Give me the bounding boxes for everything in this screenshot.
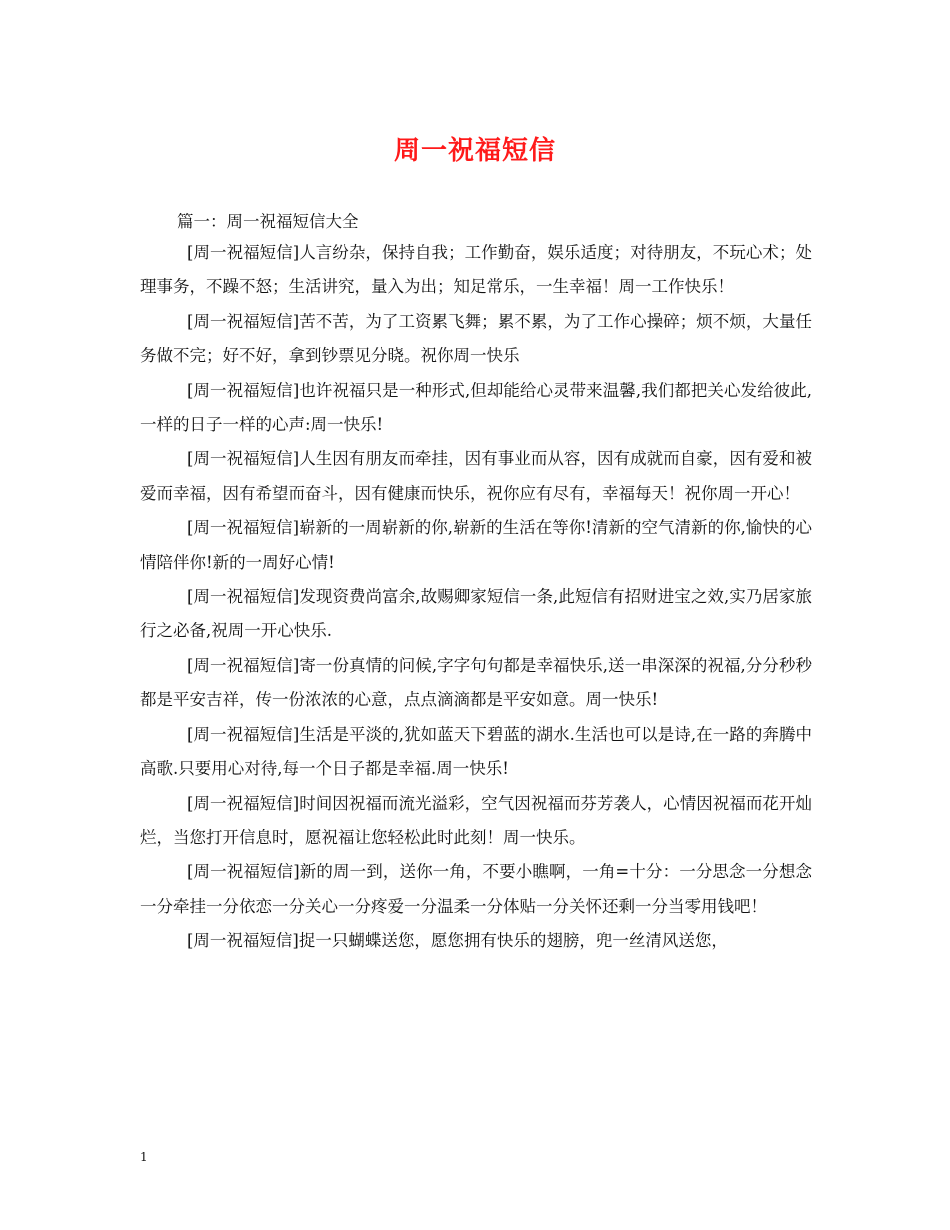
section-heading: 篇一：周一祝福短信大全 (177, 212, 359, 231)
paragraph: [周一祝福短信]寄一份真情的问候,字字句句都是幸福快乐,送一串深深的祝福,分分秒秒都是平安吉祥，传一份浓浓的心意，点点滴滴都是平安如意。周一快乐! (140, 655, 812, 710)
paragraph: [周一祝福短信]生活是平淡的,犹如蓝天下碧蓝的湖水.生活也可以是诗,在一路的奔腾中高歌.只要用心对待,每一个日子都是幸福.周一快乐! (140, 724, 812, 779)
document-body (140, 236, 812, 959)
paragraph: [周一祝福短信]捉一只蝴蝶送您，愿您拥有快乐的翅膀，兜一丝清风送您， (187, 931, 728, 951)
paragraph: [周一祝福短信]人生因有朋友而牵挂，因有事业而从容，因有成就而自豪，因有爱和被爱而幸福，因有希望而奋斗，因有健康而快乐，祝你应有尽有，幸福每天！祝你周一开心！ (140, 449, 812, 503)
paragraph: [周一祝福短信]新的周一到，送你一角，不要小瞧啊，一角=十分：一分思念一分想念一分牵挂一分依恋一分关心一分疼爱一分温柔一分体贴一分关怀还剩一分当零用钱吧！ (140, 862, 812, 916)
document-title: 周一祝福短信 (393, 136, 556, 166)
paragraph: [周一祝福短信]崭新的一周崭新的你,崭新的生活在等你!清新的空气清新的你,愉快的心情陪伴你!新的一周好心情! (140, 518, 812, 572)
paragraph: [周一祝福短信]发现资费尚富余,故赐卿家短信一条,此短信有招财进宝之效,实乃居家旅行之必备,祝周一开心快乐. (140, 587, 812, 641)
paragraph: [周一祝福短信]苦不苦，为了工资累飞舞；累不累，为了工作心操碎；烦不烦，大量任务做不完；好不好，拿到钞票见分晓。祝你周一快乐 (140, 311, 812, 366)
paragraph: [周一祝福短信]人言纷杂，保持自我；工作勤奋，娱乐适度；对待朋友，不玩心术；处理事务，不躁不怒；生活讲究，量入为出；知足常乐，一生幸福！周一工作快乐！ (140, 243, 812, 297)
paragraph: [周一祝福短信]时间因祝福而流光溢彩，空气因祝福而芬芳袭人，心情因祝福而花开灿烂，当您打开信息时，愿祝福让您轻松此时此刻！周一快乐。 (140, 793, 812, 847)
paragraph: [周一祝福短信]也许祝福只是一种形式,但却能给心灵带来温馨,我们都把关心发给彼此,一样的日子一样的心声:周一快乐! (140, 380, 812, 435)
page-number: 1 (140, 1150, 148, 1164)
